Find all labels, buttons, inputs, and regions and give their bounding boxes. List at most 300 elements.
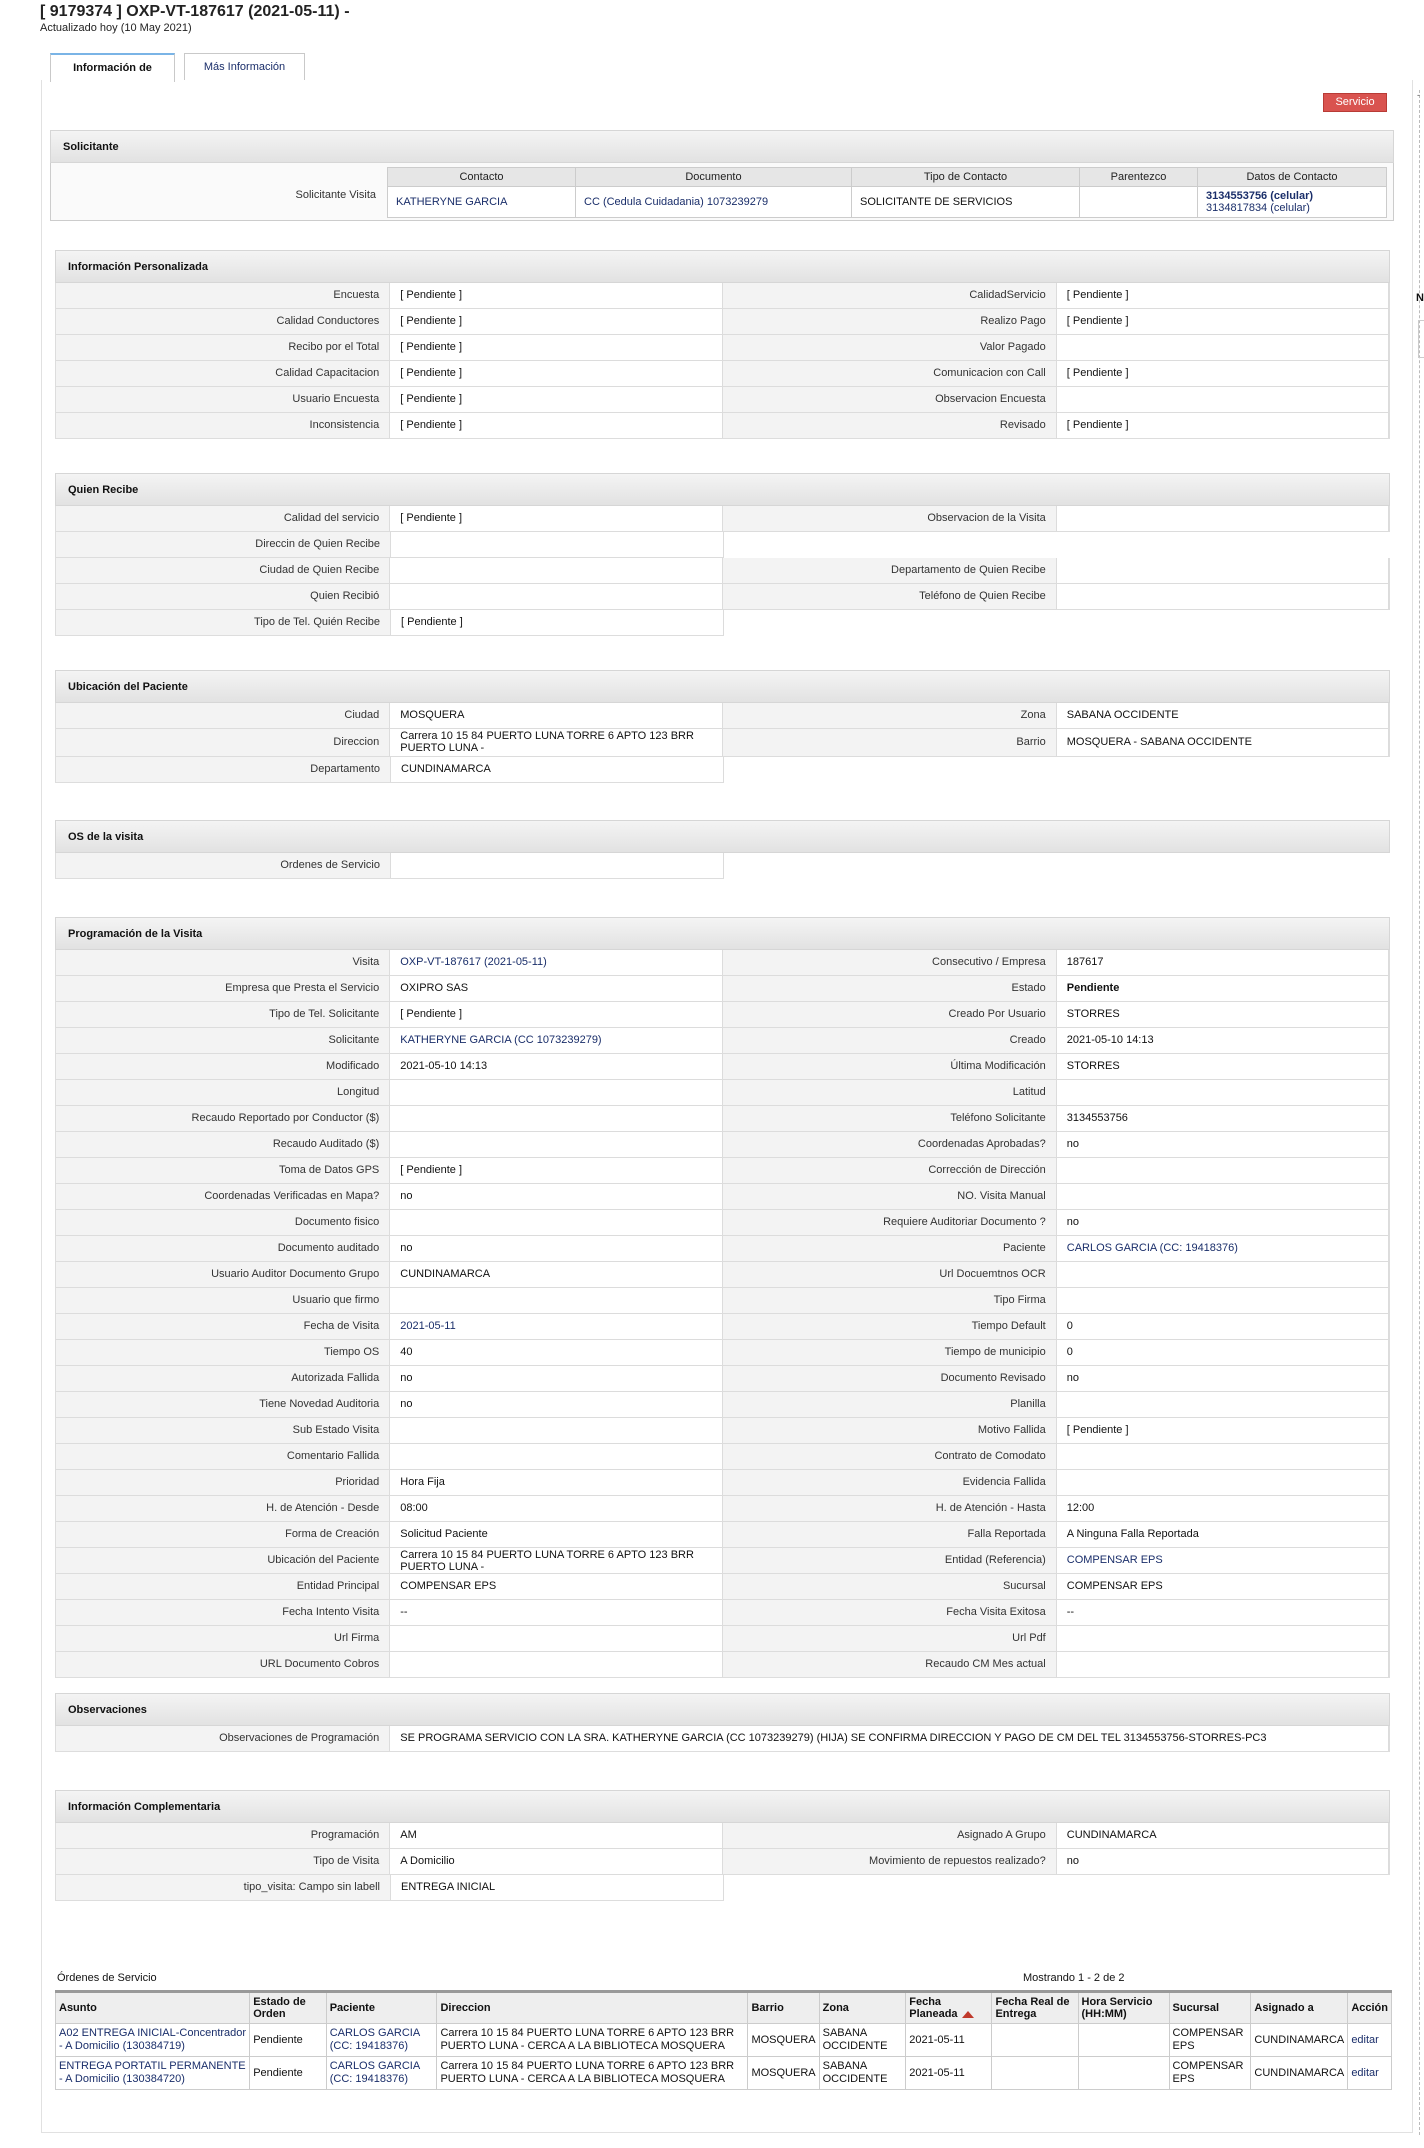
field-label: Tiempo OS: [56, 1340, 389, 1365]
col-documento: Documento: [576, 168, 852, 187]
field-value[interactable]: [ Pendiente ]: [389, 309, 722, 334]
col-barrio[interactable]: Barrio: [748, 1992, 819, 2024]
field-value[interactable]: [ Pendiente ]: [389, 413, 722, 438]
ubicacion-grid: [55, 703, 1390, 783]
section-title: OS de la visita: [55, 820, 1390, 853]
field-value[interactable]: KATHERYNE GARCIA (CC 1073239279): [389, 1028, 722, 1053]
estado-cell: Pendiente: [250, 2024, 327, 2057]
field-label: Requiere Auditoriar Documento ?: [723, 1210, 1056, 1235]
field-row: [56, 1054, 1389, 1080]
field-row: [56, 1236, 1389, 1262]
section-quien-recibe: [55, 473, 1390, 636]
hora-servicio-cell: [1078, 2024, 1169, 2057]
field-label: Documento fisico: [56, 1210, 389, 1235]
field-row: [56, 1626, 1389, 1652]
field-value[interactable]: [1056, 558, 1389, 583]
field-label: Usuario Auditor Documento Grupo: [56, 1262, 389, 1287]
field-row: [55, 729, 1390, 757]
field-row: [56, 283, 1389, 309]
field-label: Ordenes de Servicio: [56, 853, 390, 878]
field-value[interactable]: 0: [1056, 1340, 1389, 1365]
field-value[interactable]: [1056, 1392, 1389, 1417]
section-title: Programación de la Visita: [55, 917, 1390, 950]
fecha-real-cell: [992, 2024, 1078, 2057]
field-value[interactable]: [389, 1418, 722, 1443]
field-value[interactable]: OXIPRO SAS: [389, 976, 722, 1001]
field-label: Url Pdf: [723, 1626, 1056, 1651]
field-value[interactable]: [389, 1080, 722, 1105]
field-label: Entidad Principal: [56, 1574, 389, 1599]
hora-servicio-cell: [1078, 2057, 1169, 2090]
fecha-real-cell: [992, 2057, 1078, 2090]
phone-1[interactable]: 3134553756 (celular): [1206, 190, 1314, 202]
field-row: [55, 532, 724, 558]
field-value[interactable]: [390, 853, 724, 878]
field-label: Valor Pagado: [723, 335, 1056, 360]
solicitante-box: [50, 163, 1394, 221]
field-label: Encuesta: [56, 283, 389, 308]
field-value[interactable]: Carrera 10 15 84 PUERTO LUNA TORRE 6 APTO 123 BRR PUERTO LUNA -: [389, 1548, 722, 1573]
field-label: Creado Por Usuario: [723, 1002, 1056, 1027]
field-label: Tipo de Visita: [56, 1849, 389, 1874]
col-fecha-real[interactable]: Fecha Real de Entrega: [992, 1992, 1078, 2024]
col-datos-contacto: Datos de Contacto: [1198, 168, 1387, 187]
field-row: [56, 1028, 1389, 1054]
field-label: Contrato de Comodato: [723, 1444, 1056, 1469]
section-solicitante: [50, 130, 1394, 163]
field-value[interactable]: no: [1056, 1366, 1389, 1391]
field-label: Realizo Pago: [723, 309, 1056, 334]
field-value[interactable]: no: [389, 1236, 722, 1261]
field-value[interactable]: SABANA OCCIDENTE: [1056, 703, 1389, 728]
field-label: Direccion: [56, 729, 389, 756]
sucursal-cell: COMPENSAR EPS: [1169, 2057, 1251, 2090]
field-label: Forma de Creación: [56, 1522, 389, 1547]
field-label: Planilla: [723, 1392, 1056, 1417]
field-value[interactable]: [1056, 1288, 1389, 1313]
field-row: [56, 1158, 1389, 1184]
field-row: [56, 1600, 1389, 1626]
field-value[interactable]: [389, 1444, 722, 1469]
section-title: Solicitante: [50, 130, 1394, 163]
field-value[interactable]: [ Pendiente ]: [1056, 283, 1389, 308]
field-label: Asignado A Grupo: [723, 1823, 1056, 1848]
col-direccion[interactable]: Direccion: [437, 1992, 748, 2024]
field-value[interactable]: [ Pendiente ]: [390, 610, 724, 635]
field-value[interactable]: 2021-05-10 14:13: [389, 1054, 722, 1079]
field-value[interactable]: [1056, 1652, 1389, 1677]
field-value[interactable]: no: [389, 1184, 722, 1209]
field-label: Inconsistencia: [56, 413, 389, 438]
table-row: [56, 2057, 1392, 2090]
field-row: [55, 584, 1390, 610]
field-value[interactable]: CUNDINAMARCA: [389, 1262, 722, 1287]
field-row: [56, 309, 1389, 335]
field-row: [56, 1392, 1389, 1418]
field-value[interactable]: 2021-05-11: [389, 1314, 722, 1339]
field-value[interactable]: 3134553756: [1056, 1106, 1389, 1131]
field-label: Creado: [723, 1028, 1056, 1053]
field-label: Calidad Capacitacion: [56, 361, 389, 386]
field-row: [55, 1823, 1390, 1849]
tab-informacion[interactable]: Información de: [50, 53, 175, 82]
field-row: [55, 610, 724, 636]
programacion-grid: [55, 950, 1390, 1678]
field-label: Latitud: [723, 1080, 1056, 1105]
field-label: Prioridad: [56, 1470, 389, 1495]
field-label: Barrio: [723, 729, 1056, 756]
field-label: Fecha Visita Exitosa: [723, 1600, 1056, 1625]
observaciones-grid: [55, 1726, 1390, 1752]
field-label: Observaciones de Programación: [56, 1726, 389, 1751]
field-value[interactable]: MOSQUERA - SABANA OCCIDENTE: [1056, 729, 1389, 756]
field-label: Usuario Encuesta: [56, 387, 389, 412]
editar-link[interactable]: editar: [1348, 2057, 1392, 2090]
field-label: Teléfono de Quien Recibe: [723, 584, 1056, 609]
field-label: Observacion de la Visita: [723, 506, 1056, 531]
field-row: [55, 1849, 1390, 1875]
quien-recibe-grid: [55, 506, 1390, 636]
field-label: CalidadServicio: [723, 283, 1056, 308]
field-value[interactable]: no: [389, 1366, 722, 1391]
field-value[interactable]: [1056, 387, 1389, 412]
field-row: [56, 950, 1389, 976]
field-value[interactable]: COMPENSAR EPS: [389, 1574, 722, 1599]
field-label: Autorizada Fallida: [56, 1366, 389, 1391]
field-value[interactable]: COMPENSAR EPS: [1056, 1574, 1389, 1599]
page-title: [ 9179374 ] OXP-VT-187617 (2021-05-11) -: [40, 3, 350, 20]
field-row: [56, 1366, 1389, 1392]
barrio-cell: MOSQUERA: [748, 2057, 819, 2090]
col-fecha-planeada[interactable]: [906, 1992, 992, 2024]
field-value[interactable]: 08:00: [389, 1496, 722, 1521]
field-label: Tipo de Tel. Quién Recibe: [56, 610, 390, 635]
field-label: Tiempo de municipio: [723, 1340, 1056, 1365]
field-label: Tipo de Tel. Solicitante: [56, 1002, 389, 1027]
field-row: [56, 361, 1389, 387]
field-value[interactable]: AM: [389, 1823, 722, 1848]
col-label: Fecha Planeada: [909, 1996, 958, 2020]
ordenes-count: Mostrando 1 - 2 de 2: [1023, 1972, 1125, 1984]
ordenes-title: Órdenes de Servicio: [57, 1972, 157, 1984]
field-row: [55, 757, 724, 783]
sucursal-cell: COMPENSAR EPS: [1169, 2024, 1251, 2057]
field-label: Visita: [56, 950, 389, 975]
field-label: Recaudo Auditado ($): [56, 1132, 389, 1157]
phone-2[interactable]: 3134817834 (celular): [1206, 202, 1310, 214]
field-value[interactable]: [1056, 1626, 1389, 1651]
table-row: [56, 2024, 1392, 2057]
field-value[interactable]: --: [389, 1600, 722, 1625]
field-value[interactable]: [389, 558, 722, 583]
section-informacion-personalizada: [55, 250, 1390, 439]
side-panel-box: [1418, 320, 1424, 358]
field-row: [56, 335, 1389, 361]
col-asunto[interactable]: Asunto: [56, 1992, 250, 2024]
solicitante-visita-label: Solicitante Visita: [295, 189, 376, 201]
field-row: [55, 506, 1390, 532]
last-updated: Actualizado hoy (10 May 2021): [40, 22, 192, 34]
field-label: Departamento: [56, 757, 390, 782]
field-row: [56, 1470, 1389, 1496]
field-label: Recibo por el Total: [56, 335, 389, 360]
collapse-marker[interactable]: -: [1417, 90, 1420, 100]
field-value[interactable]: STORRES: [1056, 1002, 1389, 1027]
documento-cell: CC (Cedula Cuidadania) 1073239279: [576, 187, 852, 218]
section-title: Observaciones: [55, 1693, 1390, 1726]
field-value[interactable]: [ Pendiente ]: [389, 387, 722, 412]
col-paciente[interactable]: Paciente: [326, 1992, 437, 2024]
field-value[interactable]: [389, 584, 722, 609]
field-row: [55, 703, 1390, 729]
field-value[interactable]: [ Pendiente ]: [389, 506, 722, 531]
personalizada-grid: [55, 283, 1390, 439]
field-value[interactable]: 40: [389, 1340, 722, 1365]
field-value[interactable]: [389, 1210, 722, 1235]
field-value[interactable]: [ Pendiente ]: [389, 335, 722, 360]
zona-cell: SABANA OCCIDENTE: [819, 2057, 906, 2090]
field-value[interactable]: OXP-VT-187617 (2021-05-11): [389, 950, 722, 975]
field-value[interactable]: [1056, 1184, 1389, 1209]
field-row: [56, 1574, 1389, 1600]
field-label: Coordenadas Aprobadas?: [723, 1132, 1056, 1157]
field-label: Falla Reportada: [723, 1522, 1056, 1547]
paciente-link[interactable]: CARLOS GARCIA (CC: 19418376): [326, 2057, 437, 2090]
field-label: Sucursal: [723, 1574, 1056, 1599]
field-label: Tiene Novedad Auditoria: [56, 1392, 389, 1417]
asunto-link[interactable]: A02 ENTREGA INICIAL-Concentrador - A Domicilio (130384719): [56, 2024, 250, 2057]
field-value[interactable]: [389, 1288, 722, 1313]
field-row: [56, 1184, 1389, 1210]
col-tipo-contacto: Tipo de Contacto: [852, 168, 1080, 187]
col-asignado[interactable]: Asignado a: [1251, 1992, 1348, 2024]
observaciones-programacion-value[interactable]: SE PROGRAMA SERVICIO CON LA SRA. KATHERYNE GARCIA (CC 1073239279) (HIJA) SE CONFIRMA DIRECCION Y PAGO DE CM DEL TEL 3134553756-STORRES-PC3: [389, 1726, 1389, 1751]
field-label: Ubicación del Paciente: [56, 1548, 389, 1573]
field-row: [56, 387, 1389, 413]
field-label: Solicitante: [56, 1028, 389, 1053]
field-value[interactable]: ENTREGA INICIAL: [390, 1875, 724, 1900]
sort-ascending-icon: [962, 2011, 974, 2018]
field-row: [56, 1726, 1389, 1751]
field-row: [56, 1418, 1389, 1444]
col-estado-orden[interactable]: Estado de Orden: [250, 1992, 327, 2024]
field-label: H. de Atención - Desde: [56, 1496, 389, 1521]
direccion-cell: Carrera 10 15 84 PUERTO LUNA TORRE 6 APTO 123 BRR PUERTO LUNA - CERCA A LA BIBLIOTECA MOSQUERA: [437, 2024, 748, 2057]
field-label: Coordenadas Verificadas en Mapa?: [56, 1184, 389, 1209]
field-value[interactable]: [1056, 506, 1389, 531]
field-label: Direccin de Quien Recibe: [56, 532, 390, 557]
field-value[interactable]: STORRES: [1056, 1054, 1389, 1079]
col-sucursal[interactable]: Sucursal: [1169, 1992, 1251, 2024]
col-accion: Acción: [1348, 1992, 1392, 2024]
section-informacion-complementaria: [55, 1790, 1390, 1901]
field-label: Calidad Conductores: [56, 309, 389, 334]
solicitante-table: [387, 167, 1387, 218]
field-value[interactable]: --: [1056, 1600, 1389, 1625]
field-label: URL Documento Cobros: [56, 1652, 389, 1677]
fecha-planeada-cell: 2021-05-11: [906, 2024, 992, 2057]
field-row: [55, 558, 1390, 584]
field-label: Consecutivo / Empresa: [723, 950, 1056, 975]
side-panel-fragment: N: [1416, 292, 1424, 304]
field-value[interactable]: [389, 1106, 722, 1131]
field-row: [56, 1652, 1389, 1677]
editar-link[interactable]: editar: [1348, 2024, 1392, 2057]
field-value[interactable]: 187617: [1056, 950, 1389, 975]
field-value[interactable]: [1056, 1262, 1389, 1287]
field-row: [55, 1875, 724, 1901]
field-label: Url Firma: [56, 1626, 389, 1651]
col-contacto: Contacto: [388, 168, 576, 187]
field-value[interactable]: no: [389, 1392, 722, 1417]
tab-mas-informacion[interactable]: Más Información: [184, 53, 305, 80]
field-row: [56, 1080, 1389, 1106]
asignado-cell: CUNDINAMARCA: [1251, 2024, 1348, 2057]
field-value[interactable]: Solicitud Paciente: [389, 1522, 722, 1547]
field-row: [56, 1210, 1389, 1236]
field-label: Tipo Firma: [723, 1288, 1056, 1313]
field-label: Última Modificación: [723, 1054, 1056, 1079]
field-value[interactable]: [1056, 335, 1389, 360]
field-value[interactable]: [389, 1652, 722, 1677]
field-row: [56, 1106, 1389, 1132]
servicio-button[interactable]: Servicio: [1323, 93, 1387, 112]
field-label: Corrección de Dirección: [723, 1158, 1056, 1183]
field-row: [56, 1522, 1389, 1548]
tipo-contacto-cell: SOLICITANTE DE SERVICIOS: [852, 187, 1080, 218]
field-label: Movimiento de repuestos realizado?: [723, 1849, 1056, 1874]
field-value[interactable]: [389, 1626, 722, 1651]
field-value[interactable]: [ Pendiente ]: [389, 361, 722, 386]
field-label: Recaudo Reportado por Conductor ($): [56, 1106, 389, 1131]
field-value[interactable]: [1056, 1470, 1389, 1495]
col-hora-servicio[interactable]: Hora Servicio (HH:MM): [1078, 1992, 1169, 2024]
direccion-cell: Carrera 10 15 84 PUERTO LUNA TORRE 6 APTO 123 BRR PUERTO LUNA - CERCA A LA BIBLIOTECA MOSQUERA: [437, 2057, 748, 2090]
field-row: [56, 1314, 1389, 1340]
field-row: [55, 853, 724, 879]
field-value[interactable]: no: [1056, 1849, 1389, 1874]
field-value[interactable]: [1056, 1080, 1389, 1105]
field-value[interactable]: [ Pendiente ]: [389, 1002, 722, 1027]
field-value[interactable]: [ Pendiente ]: [1056, 361, 1389, 386]
field-value[interactable]: [ Pendiente ]: [1056, 413, 1389, 438]
col-parentezco: Parentezco: [1080, 168, 1198, 187]
field-value[interactable]: A Domicilio: [389, 1849, 722, 1874]
field-label: Tiempo Default: [723, 1314, 1056, 1339]
complementaria-grid: [55, 1823, 1390, 1901]
field-value[interactable]: Pendiente: [1056, 976, 1389, 1001]
field-value[interactable]: Hora Fija: [389, 1470, 722, 1495]
field-value[interactable]: [ Pendiente ]: [1056, 1418, 1389, 1443]
field-label: Fecha de Visita: [56, 1314, 389, 1339]
field-label: Sub Estado Visita: [56, 1418, 389, 1443]
field-label: Paciente: [723, 1236, 1056, 1261]
field-value[interactable]: [1056, 1444, 1389, 1469]
field-value[interactable]: [389, 1132, 722, 1157]
field-label: Toma de Datos GPS: [56, 1158, 389, 1183]
field-label: Ciudad de Quien Recibe: [56, 558, 389, 583]
fecha-planeada-cell: 2021-05-11: [906, 2057, 992, 2090]
field-row: [56, 1132, 1389, 1158]
field-value[interactable]: [1056, 584, 1389, 609]
field-row: [56, 1548, 1389, 1574]
field-label: Usuario que firmo: [56, 1288, 389, 1313]
field-value[interactable]: 12:00: [1056, 1496, 1389, 1521]
field-label: Evidencia Fallida: [723, 1470, 1056, 1495]
field-label: Comentario Fallida: [56, 1444, 389, 1469]
field-value[interactable]: no: [1056, 1210, 1389, 1235]
field-value[interactable]: [390, 532, 724, 557]
ordenes-table: [55, 1990, 1392, 2090]
datos-contacto-cell: [1198, 187, 1387, 218]
paciente-link[interactable]: CARLOS GARCIA (CC: 19418376): [326, 2024, 437, 2057]
section-title: Quien Recibe: [55, 473, 1390, 506]
field-value[interactable]: CARLOS GARCIA (CC: 19418376): [1056, 1236, 1389, 1261]
field-value[interactable]: [ Pendiente ]: [1056, 309, 1389, 334]
estado-cell: Pendiente: [250, 2057, 327, 2090]
field-label: Quien Recibió: [56, 584, 389, 609]
field-value[interactable]: CUNDINAMARCA: [390, 757, 724, 782]
parentezco-cell: [1080, 187, 1198, 218]
field-row: [56, 1496, 1389, 1522]
contacto-cell[interactable]: KATHERYNE GARCIA: [388, 187, 576, 218]
field-row: [56, 1002, 1389, 1028]
section-programacion-visita: [55, 917, 1390, 1678]
zona-cell: SABANA OCCIDENTE: [819, 2024, 906, 2057]
field-label: Documento Revisado: [723, 1366, 1056, 1391]
field-label: NO. Visita Manual: [723, 1184, 1056, 1209]
field-label: Teléfono Solicitante: [723, 1106, 1056, 1131]
asignado-cell: CUNDINAMARCA: [1251, 2057, 1348, 2090]
field-label: Url Docuemtnos OCR: [723, 1262, 1056, 1287]
field-label: Zona: [723, 703, 1056, 728]
asunto-link[interactable]: ENTREGA PORTATIL PERMANENTE - A Domicilio (130384720): [56, 2057, 250, 2090]
field-label: Departamento de Quien Recibe: [723, 558, 1056, 583]
col-zona[interactable]: Zona: [819, 1992, 906, 2024]
barrio-cell: MOSQUERA: [748, 2024, 819, 2057]
field-value[interactable]: CUNDINAMARCA: [1056, 1823, 1389, 1848]
field-value[interactable]: Carrera 10 15 84 PUERTO LUNA TORRE 6 APTO 123 BRR PUERTO LUNA -: [389, 729, 722, 756]
section-observaciones: [55, 1693, 1390, 1752]
field-label: Fecha Intento Visita: [56, 1600, 389, 1625]
field-value[interactable]: 2021-05-10 14:13: [1056, 1028, 1389, 1053]
field-label: Estado: [723, 976, 1056, 1001]
field-value[interactable]: no: [1056, 1132, 1389, 1157]
splitter[interactable]: [1419, 90, 1420, 2135]
field-label: Ciudad: [56, 703, 389, 728]
field-label: H. de Atención - Hasta: [723, 1496, 1056, 1521]
field-label: Calidad del servicio: [56, 506, 389, 531]
field-value[interactable]: [1056, 1158, 1389, 1183]
field-label: Recaudo CM Mes actual: [723, 1652, 1056, 1677]
field-label: Documento auditado: [56, 1236, 389, 1261]
field-value[interactable]: [ Pendiente ]: [389, 283, 722, 308]
field-value[interactable]: COMPENSAR EPS: [1056, 1548, 1389, 1573]
field-label: Modificado: [56, 1054, 389, 1079]
field-row: [56, 1288, 1389, 1314]
field-value[interactable]: A Ninguna Falla Reportada: [1056, 1522, 1389, 1547]
field-value[interactable]: 0: [1056, 1314, 1389, 1339]
section-title: Información Personalizada: [55, 250, 1390, 283]
field-row: [56, 1340, 1389, 1366]
field-label: Revisado: [723, 413, 1056, 438]
field-label: tipo_visita: Campo sin labell: [56, 1875, 390, 1900]
field-label: Empresa que Presta el Servicio: [56, 976, 389, 1001]
field-value[interactable]: MOSQUERA: [389, 703, 722, 728]
field-value[interactable]: [ Pendiente ]: [389, 1158, 722, 1183]
field-row: [56, 976, 1389, 1002]
field-row: [56, 1262, 1389, 1288]
